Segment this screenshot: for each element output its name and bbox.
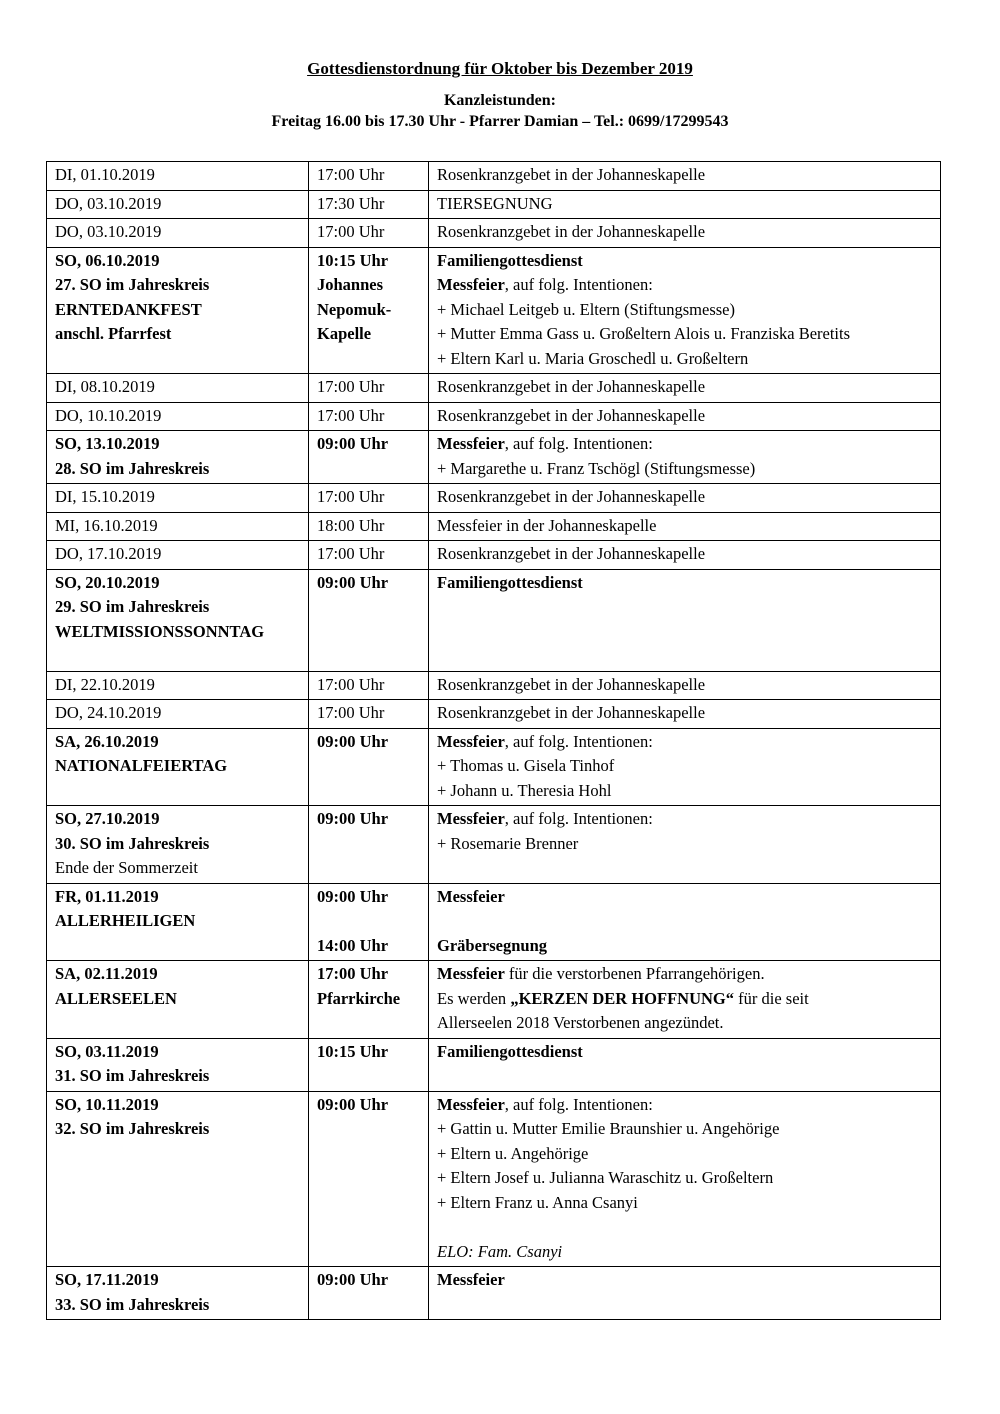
line-text: , auf folg. Intentionen:: [504, 731, 653, 751]
table-row: [47, 1038, 941, 1091]
table-row: [47, 806, 941, 884]
table-row: [47, 219, 941, 248]
table-row: [47, 728, 941, 806]
cell-line: [437, 779, 932, 804]
cell-line: [437, 962, 932, 987]
table-row: [47, 512, 941, 541]
cell-line: [437, 273, 932, 298]
line-text: 27. SO im Jahreskreis: [55, 275, 210, 294]
cell-line: [55, 1064, 300, 1089]
time-cell: [309, 374, 429, 403]
line-text: Rosenkranzgebet in der Johanneskapelle: [437, 405, 706, 425]
line-text: SO, 03.11.2019: [55, 1041, 159, 1061]
date-cell: [47, 162, 309, 191]
cell-line: [437, 485, 932, 510]
blank-line: [55, 644, 300, 669]
table-row: [47, 1267, 941, 1320]
date-cell: [47, 374, 309, 403]
cell-line: [317, 192, 420, 217]
cell-line: [437, 375, 932, 400]
cell-line: [437, 1191, 932, 1216]
bold-lead-text: Messfeier: [437, 434, 505, 453]
date-cell: [47, 569, 309, 671]
bold-lead-text: Messfeier: [437, 1094, 505, 1114]
time-cell: [309, 883, 429, 961]
date-cell: [47, 671, 309, 700]
table-row: [47, 700, 941, 729]
cell-line: [437, 1166, 932, 1191]
bold-lead-text: Messfeier: [437, 731, 505, 751]
cell-line: [437, 571, 932, 596]
line-text: DO, 24.10.2019: [55, 703, 162, 722]
line-text: 30. SO im Jahreskreis: [55, 833, 210, 853]
cell-line: [437, 807, 932, 832]
cell-line: [317, 1268, 420, 1293]
line-text: Ende der Sommerzeit: [55, 858, 198, 877]
schedule-body: [47, 162, 941, 1320]
table-row: [47, 541, 941, 570]
cell-line: [317, 1093, 420, 1118]
line-text: Johannes: [317, 275, 384, 294]
cell-line: [55, 856, 300, 881]
cell-line: [317, 962, 420, 987]
line-text: 17:00 Uhr: [317, 405, 385, 425]
cell-line: [55, 249, 300, 274]
line-text: SO, 13.10.2019: [55, 434, 160, 453]
time-cell: [309, 1267, 429, 1320]
office-hours-text: Freitag 16.00 bis 17.30 Uhr - Pfarrer Damian – Tel.: 0699/17299543: [271, 113, 729, 130]
line-text: Familiengottesdienst: [437, 250, 583, 270]
line-text: 29. SO im Jahreskreis: [55, 597, 210, 616]
time-cell: [309, 190, 429, 219]
table-row: [47, 961, 941, 1039]
cell-line: [55, 322, 300, 347]
date-cell: [47, 247, 309, 374]
cell-line: [437, 163, 932, 188]
description-cell: [429, 190, 941, 219]
cell-line: [437, 432, 932, 457]
line-text: + Thomas u. Gisela Tinhof: [437, 756, 615, 775]
line-text: Pfarrkirche: [317, 988, 401, 1008]
time-cell: [309, 1091, 429, 1267]
cell-line: [437, 347, 932, 372]
line-text: SO, 27.10.2019: [55, 809, 160, 828]
line-text: , auf folg. Intentionen:: [504, 434, 653, 453]
cell-line: [55, 909, 300, 934]
cell-line: [317, 807, 420, 832]
cell-line: [55, 273, 300, 298]
line-text: Gräbersegnung: [437, 935, 548, 955]
line-text: Rosenkranzgebet in der Johanneskapelle: [437, 377, 706, 396]
cell-line: [317, 298, 420, 323]
cell-line: [437, 730, 932, 755]
cell-line: [437, 1240, 932, 1265]
time-cell: [309, 961, 429, 1039]
line-text: 17:00 Uhr: [317, 544, 385, 563]
cell-line: [437, 701, 932, 726]
line-text: 09:00 Uhr: [317, 886, 389, 906]
bold-lead-text: Messfeier: [437, 964, 505, 983]
time-cell: [309, 728, 429, 806]
cell-line: [317, 220, 420, 245]
description-cell: [429, 374, 941, 403]
cell-line: [317, 987, 420, 1012]
line-text: MI, 16.10.2019: [55, 515, 158, 535]
description-cell: [429, 961, 941, 1039]
cell-line: [55, 673, 300, 698]
line-text: 09:00 Uhr: [317, 434, 389, 453]
line-text-tail: für die seit: [734, 988, 809, 1008]
cell-line: [437, 1011, 932, 1036]
cell-line: [55, 885, 300, 910]
cell-line: [437, 909, 932, 934]
cell-line: [55, 832, 300, 857]
line-text: 32. SO im Jahreskreis: [55, 1119, 210, 1138]
cell-line: [317, 485, 420, 510]
time-cell: [309, 512, 429, 541]
cell-line: [317, 701, 420, 726]
description-cell: [429, 162, 941, 191]
time-cell: [309, 247, 429, 374]
table-row: [47, 883, 941, 961]
cell-line: [317, 909, 420, 934]
cell-line: [55, 298, 300, 323]
page-title: Gottesdienstordnung für Oktober bis Dezember 2019: [307, 59, 693, 78]
description-cell: [429, 1091, 941, 1267]
schedule-table: [46, 161, 941, 1320]
line-text: 33. SO im Jahreskreis: [55, 1294, 210, 1314]
line-text: + Mutter Emma Gass u. Großeltern Alois u. Franziska Beretits: [437, 324, 851, 343]
time-cell: [309, 219, 429, 248]
document-header: [0, 58, 1000, 132]
line-text: SO, 10.11.2019: [55, 1094, 159, 1114]
date-cell: [47, 190, 309, 219]
blank-line: [55, 779, 300, 804]
table-row: [47, 1091, 941, 1267]
cell-line: [437, 404, 932, 429]
line-text: ALLERSEELEN: [55, 988, 177, 1008]
line-text: 17:00 Uhr: [317, 487, 385, 506]
table-row: [47, 431, 941, 484]
table-row: [47, 402, 941, 431]
cell-line: [437, 298, 932, 323]
cell-line: [437, 1040, 932, 1065]
line-text: NATIONALFEIERTAG: [55, 756, 228, 775]
cell-line: [437, 754, 932, 779]
date-cell: [47, 484, 309, 513]
cell-line: [317, 432, 420, 457]
line-text: Rosenkranzgebet in der Johanneskapelle: [437, 222, 706, 241]
time-cell: [309, 1038, 429, 1091]
line-text: 18:00 Uhr: [317, 515, 385, 535]
line-text: 09:00 Uhr: [317, 572, 389, 592]
time-cell: [309, 541, 429, 570]
line-text: Messfeier in der Johanneskapelle: [437, 515, 657, 535]
cell-line: [437, 249, 932, 274]
time-cell: [309, 700, 429, 729]
line-text: 17:00 Uhr: [317, 964, 389, 983]
date-cell: [47, 1267, 309, 1320]
line-text: 10:15 Uhr: [317, 1041, 389, 1061]
line-text: Nepomuk-: [317, 299, 392, 319]
cell-line: [437, 1093, 932, 1118]
time-cell: [309, 162, 429, 191]
cell-line: [317, 375, 420, 400]
line-text: Rosenkranzgebet in der Johanneskapelle: [437, 165, 706, 184]
description-cell: [429, 700, 941, 729]
description-cell: [429, 219, 941, 248]
cell-line: [55, 485, 300, 510]
date-cell: [47, 883, 309, 961]
line-text: 31. SO im Jahreskreis: [55, 1066, 210, 1085]
line-text: 17:00 Uhr: [317, 674, 385, 694]
cell-line: [55, 987, 300, 1012]
office-hours-label: Kanzleistunden:: [443, 92, 556, 109]
line-text: für die verstorbenen Pfarrangehörigen.: [504, 964, 765, 983]
date-cell: [47, 806, 309, 884]
line-text: 14:00 Uhr: [317, 935, 389, 955]
date-cell: [47, 431, 309, 484]
line-text: 17:00 Uhr: [317, 377, 385, 396]
line-text: ERNTEDANKFEST: [55, 299, 202, 319]
bold-lead-text: Messfeier: [437, 275, 505, 294]
line-text: Rosenkranzgebet in der Johanneskapelle: [437, 544, 706, 563]
date-cell: [47, 961, 309, 1039]
cell-line: [437, 322, 932, 347]
cell-line: [317, 322, 420, 347]
cell-line: [55, 620, 300, 645]
line-text: + Margarethe u. Franz Tschögl (Stiftungsmesse): [437, 458, 756, 478]
line-text: 09:00 Uhr: [317, 809, 389, 828]
line-text: Rosenkranzgebet in der Johanneskapelle: [437, 674, 706, 694]
line-text: DI, 01.10.2019: [55, 165, 155, 184]
description-cell: [429, 883, 941, 961]
line-text: + Michael Leitgeb u. Eltern (Stiftungsmesse): [437, 299, 735, 319]
line-text: 17:00 Uhr: [317, 222, 385, 241]
line-text: + Eltern Karl u. Maria Groschedl u. Großeltern: [437, 348, 749, 368]
line-text: Rosenkranzgebet in der Johanneskapelle: [437, 487, 706, 506]
description-cell: [429, 484, 941, 513]
cell-line: [55, 701, 300, 726]
cell-line: [437, 514, 932, 539]
table-row: [47, 374, 941, 403]
cell-line: [55, 542, 300, 567]
cell-line: [317, 273, 420, 298]
cell-line: [437, 1142, 932, 1167]
cell-line: [437, 192, 932, 217]
cell-line: [317, 542, 420, 567]
line-text: 09:00 Uhr: [317, 731, 389, 751]
cell-line: [55, 457, 300, 482]
line-text: , auf folg. Intentionen:: [504, 1094, 653, 1114]
cell-line: [317, 730, 420, 755]
line-text: Es werden: [437, 988, 511, 1008]
description-cell: [429, 512, 941, 541]
line-text: Messfeier: [437, 1270, 505, 1289]
line-text: 09:00 Uhr: [317, 1270, 389, 1289]
date-cell: [47, 512, 309, 541]
time-cell: [309, 806, 429, 884]
date-cell: [47, 541, 309, 570]
line-text: SO, 06.10.2019: [55, 250, 160, 270]
line-text: DO, 03.10.2019: [55, 222, 162, 241]
line-text: 17:30 Uhr: [317, 193, 385, 213]
line-text: SA, 26.10.2019: [55, 731, 159, 751]
date-cell: [47, 1091, 309, 1267]
line-text: + Johann u. Theresia Hohl: [437, 780, 612, 800]
description-cell: [429, 569, 941, 671]
line-text: DO, 10.10.2019: [55, 405, 162, 425]
line-text: Familiengottesdienst: [437, 1041, 583, 1061]
cell-line: [55, 192, 300, 217]
cell-line: [55, 1040, 300, 1065]
cell-line: [55, 1268, 300, 1293]
line-text: 28. SO im Jahreskreis: [55, 458, 210, 478]
bold-lead-text: Messfeier: [437, 809, 505, 828]
description-cell: [429, 671, 941, 700]
line-text: + Eltern Franz u. Anna Csanyi: [437, 1192, 638, 1212]
cell-line: [437, 1117, 932, 1142]
description-cell: [429, 1038, 941, 1091]
date-cell: [47, 728, 309, 806]
line-text: + Eltern Josef u. Julianna Waraschitz u. Großeltern: [437, 1168, 774, 1187]
date-cell: [47, 700, 309, 729]
cell-line: [55, 571, 300, 596]
table-row: [47, 671, 941, 700]
table-row: [47, 162, 941, 191]
line-text: 17:00 Uhr: [317, 165, 385, 184]
cell-line: [317, 1040, 420, 1065]
line-text: DO, 17.10.2019: [55, 544, 162, 563]
line-text: , auf folg. Intentionen:: [504, 275, 653, 294]
line-text: SO, 20.10.2019: [55, 572, 160, 592]
cell-line: [437, 457, 932, 482]
line-text: DI, 08.10.2019: [55, 377, 155, 396]
cell-line: [437, 1268, 932, 1293]
line-text: Messfeier: [437, 886, 505, 906]
line-text: SA, 02.11.2019: [55, 964, 158, 983]
cell-line: [317, 571, 420, 596]
date-cell: [47, 1038, 309, 1091]
line-text: anschl. Pfarrfest: [55, 324, 172, 343]
cell-line: [55, 730, 300, 755]
line-text: SO, 17.11.2019: [55, 1270, 159, 1289]
date-cell: [47, 219, 309, 248]
table-row: [47, 247, 941, 374]
line-text: Rosenkranzgebet in der Johanneskapelle: [437, 703, 706, 722]
description-cell: [429, 431, 941, 484]
table-row: [47, 190, 941, 219]
cell-line: [55, 514, 300, 539]
line-text: Allerseelen 2018 Verstorbenen angezündet.: [437, 1013, 724, 1032]
line-text: 10:15 Uhr: [317, 250, 389, 270]
cell-line: [55, 432, 300, 457]
cell-line: [55, 404, 300, 429]
cell-line: [317, 249, 420, 274]
line-text: , auf folg. Intentionen:: [504, 809, 653, 828]
cell-line: [55, 962, 300, 987]
cell-line: [55, 1093, 300, 1118]
date-cell: [47, 402, 309, 431]
line-text: + Gattin u. Mutter Emilie Braunshier u. Angehörige: [437, 1119, 780, 1138]
line-text: FR, 01.11.2019: [55, 886, 159, 906]
time-cell: [309, 402, 429, 431]
line-text: + Rosemarie Brenner: [437, 833, 579, 853]
cell-line: [437, 220, 932, 245]
line-text: + Eltern u. Angehörige: [437, 1143, 589, 1163]
line-text: 17:00 Uhr: [317, 703, 385, 722]
description-cell: [429, 402, 941, 431]
bold-inline-text: „KERZEN DER HOFFNUNG“: [510, 988, 734, 1008]
table-row: [47, 569, 941, 671]
cell-line: [437, 832, 932, 857]
table-row: [47, 484, 941, 513]
line-text: DO, 03.10.2019: [55, 193, 162, 213]
cell-line: [55, 220, 300, 245]
cell-line: [55, 375, 300, 400]
line-text: Familiengottesdienst: [437, 572, 583, 592]
time-cell: [309, 431, 429, 484]
cell-line: [55, 807, 300, 832]
line-text: ELO: Fam. Csanyi: [437, 1241, 563, 1261]
cell-line: [317, 163, 420, 188]
cell-line: [437, 1215, 932, 1240]
cell-line: [317, 885, 420, 910]
cell-line: [55, 754, 300, 779]
cell-line: [437, 934, 932, 959]
line-text: ALLERHEILIGEN: [55, 911, 196, 930]
line-text: Kapelle: [317, 324, 372, 343]
cell-line: [437, 542, 932, 567]
line-text: TIERSEGNUNG: [437, 193, 553, 213]
line-text: DI, 15.10.2019: [55, 487, 155, 506]
cell-line: [55, 1293, 300, 1318]
time-cell: [309, 671, 429, 700]
cell-line: [317, 673, 420, 698]
cell-line: [55, 1117, 300, 1142]
line-text: WELTMISSIONSSONNTAG: [55, 621, 265, 641]
cell-line: [437, 673, 932, 698]
cell-line: [437, 987, 932, 1012]
cell-line: [55, 595, 300, 620]
description-cell: [429, 1267, 941, 1320]
cell-line: [317, 404, 420, 429]
description-cell: [429, 541, 941, 570]
time-cell: [309, 484, 429, 513]
cell-line: [55, 163, 300, 188]
description-cell: [429, 806, 941, 884]
cell-line: [437, 885, 932, 910]
line-text: DI, 22.10.2019: [55, 674, 155, 694]
description-cell: [429, 247, 941, 374]
cell-line: [317, 514, 420, 539]
line-text: 09:00 Uhr: [317, 1094, 389, 1114]
cell-line: [317, 934, 420, 959]
description-cell: [429, 728, 941, 806]
time-cell: [309, 569, 429, 671]
